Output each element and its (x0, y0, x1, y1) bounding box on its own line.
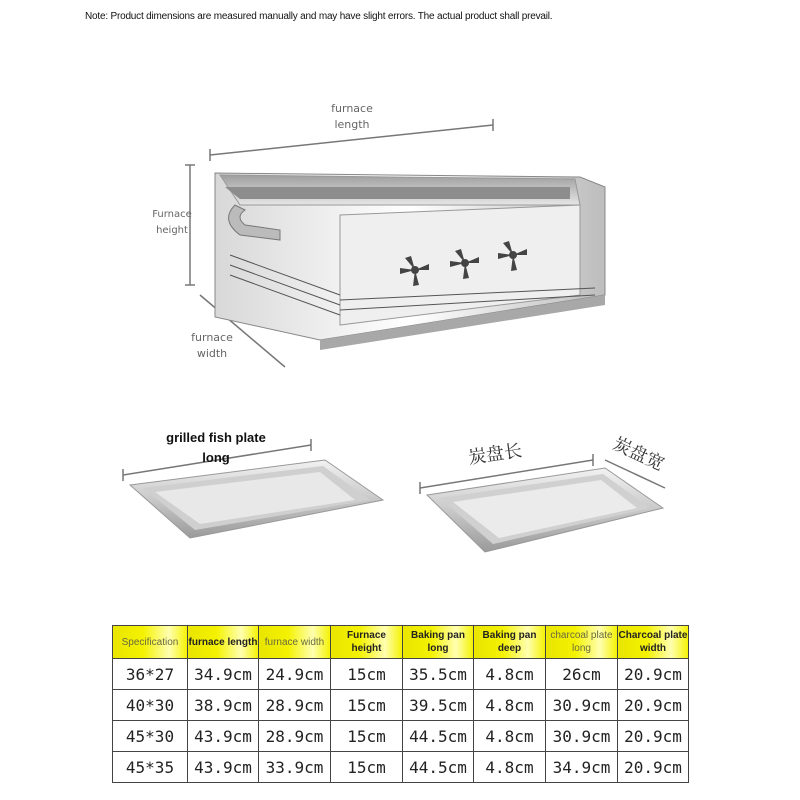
table-cell: 43.9cm (188, 752, 259, 783)
table-cell: 33.9cm (259, 752, 331, 783)
table-cell: 45*30 (113, 721, 188, 752)
table-cell: 44.5cm (403, 752, 474, 783)
table-cell: 20.9cm (618, 752, 689, 783)
disclaimer-note: Note: Product dimensions are measured manually and may have slight errors. The actual product shall prevail. (85, 11, 553, 22)
header-furnace-width: furnace width (259, 626, 331, 659)
table-cell: 4.8cm (474, 752, 546, 783)
table-cell: 44.5cm (403, 721, 474, 752)
table-cell: 35.5cm (403, 659, 474, 690)
header-specification: Specification (113, 626, 188, 659)
table-header-row (113, 626, 689, 659)
table-cell: 4.8cm (474, 690, 546, 721)
table-cell: 36*27 (113, 659, 188, 690)
charcoal-width-label: 炭盘宽 (609, 433, 668, 476)
table-row (113, 721, 689, 752)
table-cell: 28.9cm (259, 690, 331, 721)
table-cell: 15cm (331, 721, 403, 752)
table-cell: 38.9cm (188, 690, 259, 721)
fish-plate-label: grilled fish plate long (166, 430, 266, 465)
table-cell: 4.8cm (474, 659, 546, 690)
header-furnace-height: Furnace height (331, 626, 403, 659)
charcoal-length-label: 炭盘长 (467, 440, 524, 469)
header-baking-pan-deep: Baking pan deep (474, 626, 546, 659)
table-cell: 30.9cm (546, 690, 618, 721)
header-charcoal-plate-long: charcoal plate long (546, 626, 618, 659)
table-row (113, 690, 689, 721)
table-cell: 20.9cm (618, 690, 689, 721)
table-cell: 30.9cm (546, 721, 618, 752)
table-cell: 26cm (546, 659, 618, 690)
table-cell: 15cm (331, 659, 403, 690)
table-row (113, 752, 689, 783)
furnace-width-label: furnace width (191, 331, 233, 360)
table-row (113, 659, 689, 690)
table-cell: 15cm (331, 752, 403, 783)
table-cell: 40*30 (113, 690, 188, 721)
table-cell: 20.9cm (618, 659, 689, 690)
header-furnace-length: furnace length (188, 626, 259, 659)
header-baking-pan-long: Baking pan long (403, 626, 474, 659)
table-cell: 28.9cm (259, 721, 331, 752)
table-cell: 24.9cm (259, 659, 331, 690)
table-cell: 45*35 (113, 752, 188, 783)
table-cell: 34.9cm (546, 752, 618, 783)
table-cell: 39.5cm (403, 690, 474, 721)
table-cell: 4.8cm (474, 721, 546, 752)
furnace-length-label: furnace length (331, 102, 373, 131)
table-cell: 43.9cm (188, 721, 259, 752)
table-cell: 34.9cm (188, 659, 259, 690)
furnace-height-label: Furnace height (152, 209, 192, 236)
table-cell: 15cm (331, 690, 403, 721)
spec-table (112, 625, 689, 783)
header-charcoal-plate-width: Charcoal plate width (618, 626, 689, 659)
table-cell: 20.9cm (618, 721, 689, 752)
